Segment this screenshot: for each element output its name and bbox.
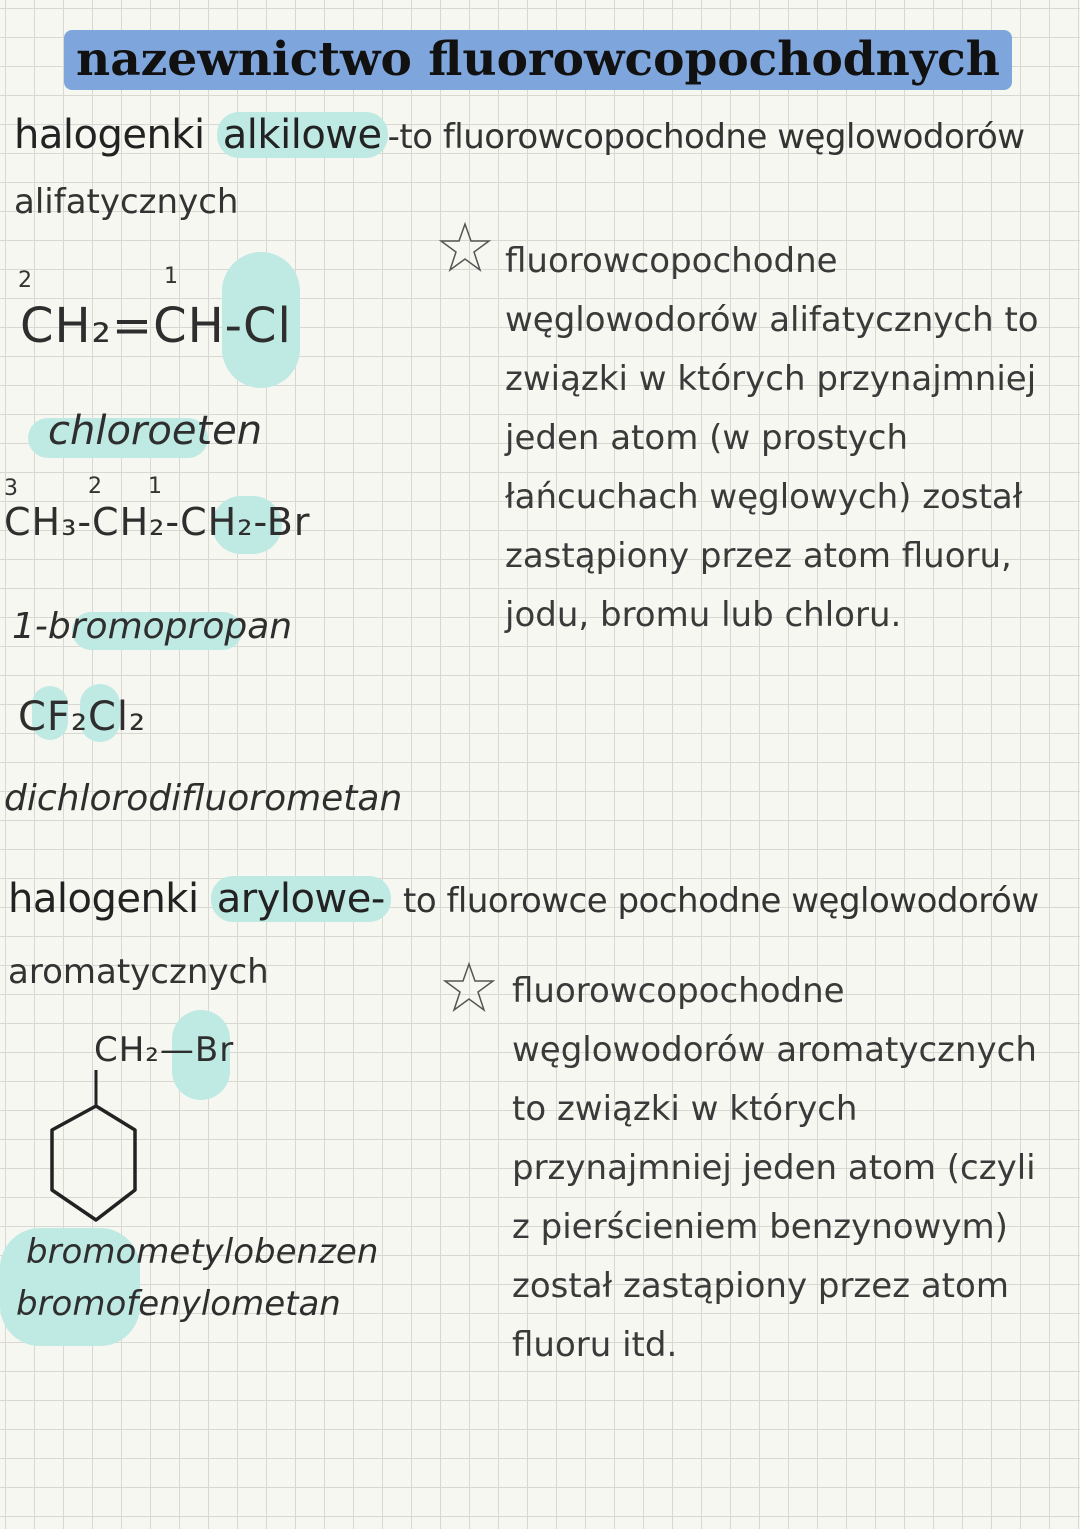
star-icon bbox=[441, 960, 497, 1016]
section1-heading bbox=[14, 112, 1025, 158]
section2-term1: halogenki bbox=[8, 876, 199, 922]
carbon-number: 1 bbox=[148, 474, 162, 499]
star-icon bbox=[437, 220, 493, 276]
substituent-ch2br: CH₂—Br bbox=[94, 1030, 235, 1070]
section1-note: fluorowcopochodne węglowodorów alifatycznych to związki w których przynajmniej jeden atom (w prostych łańcuchach węglowych) został zastąpiony przez atom fluoru, jodu, bromu lub chloru. bbox=[505, 241, 1039, 635]
section2-note: fluorowcopochodne węglowodorów aromatycznych to związki w których przynajmniej jeden atom (czyli z pierścieniem benzynowym) został zastąpiony przez atom fluoru itd. bbox=[512, 971, 1037, 1365]
formula-chloroeten: CH₂=CH-Cl bbox=[20, 298, 292, 354]
section2-heading-rest: to fluorowce pochodne węglowodorów bbox=[403, 881, 1039, 921]
compound-name-dichlorodifluorometan: dichlorodifluorometan bbox=[4, 778, 403, 819]
compound-name-bromofenylometan: bromofenylometan bbox=[16, 1284, 341, 1324]
compound-name-bromometylobenzen: bromometylobenzen bbox=[26, 1232, 379, 1272]
section1-heading-line2: alifatycznych bbox=[14, 182, 239, 222]
section1-term2: alkilowe bbox=[217, 112, 388, 158]
section2-heading bbox=[8, 876, 1039, 922]
formula-cf2cl2: CF₂Cl₂ bbox=[18, 694, 147, 740]
compound-name-bromopropan: 1-bromopropan bbox=[12, 606, 293, 647]
formula-bromopropan: CH₃-CH₂-CH₂-Br bbox=[4, 500, 311, 544]
carbon-number: 3 bbox=[4, 476, 18, 501]
section1-term1: halogenki bbox=[14, 112, 205, 158]
carbon-number: 1 bbox=[164, 264, 178, 289]
carbon-number: 2 bbox=[88, 474, 102, 499]
benzene-ring-icon bbox=[40, 1064, 150, 1229]
section2-heading-line2: aromatycznych bbox=[8, 952, 269, 992]
section1-heading-rest: -to fluorowcopochodne węglowodorów bbox=[387, 117, 1025, 157]
compound-name-chloroeten: chloroeten bbox=[48, 408, 263, 454]
carbon-number: 2 bbox=[18, 268, 32, 293]
section2-term2: arylowe- bbox=[211, 876, 391, 922]
page-title: nazewnictwo fluorowcopochodnych bbox=[64, 30, 1012, 90]
